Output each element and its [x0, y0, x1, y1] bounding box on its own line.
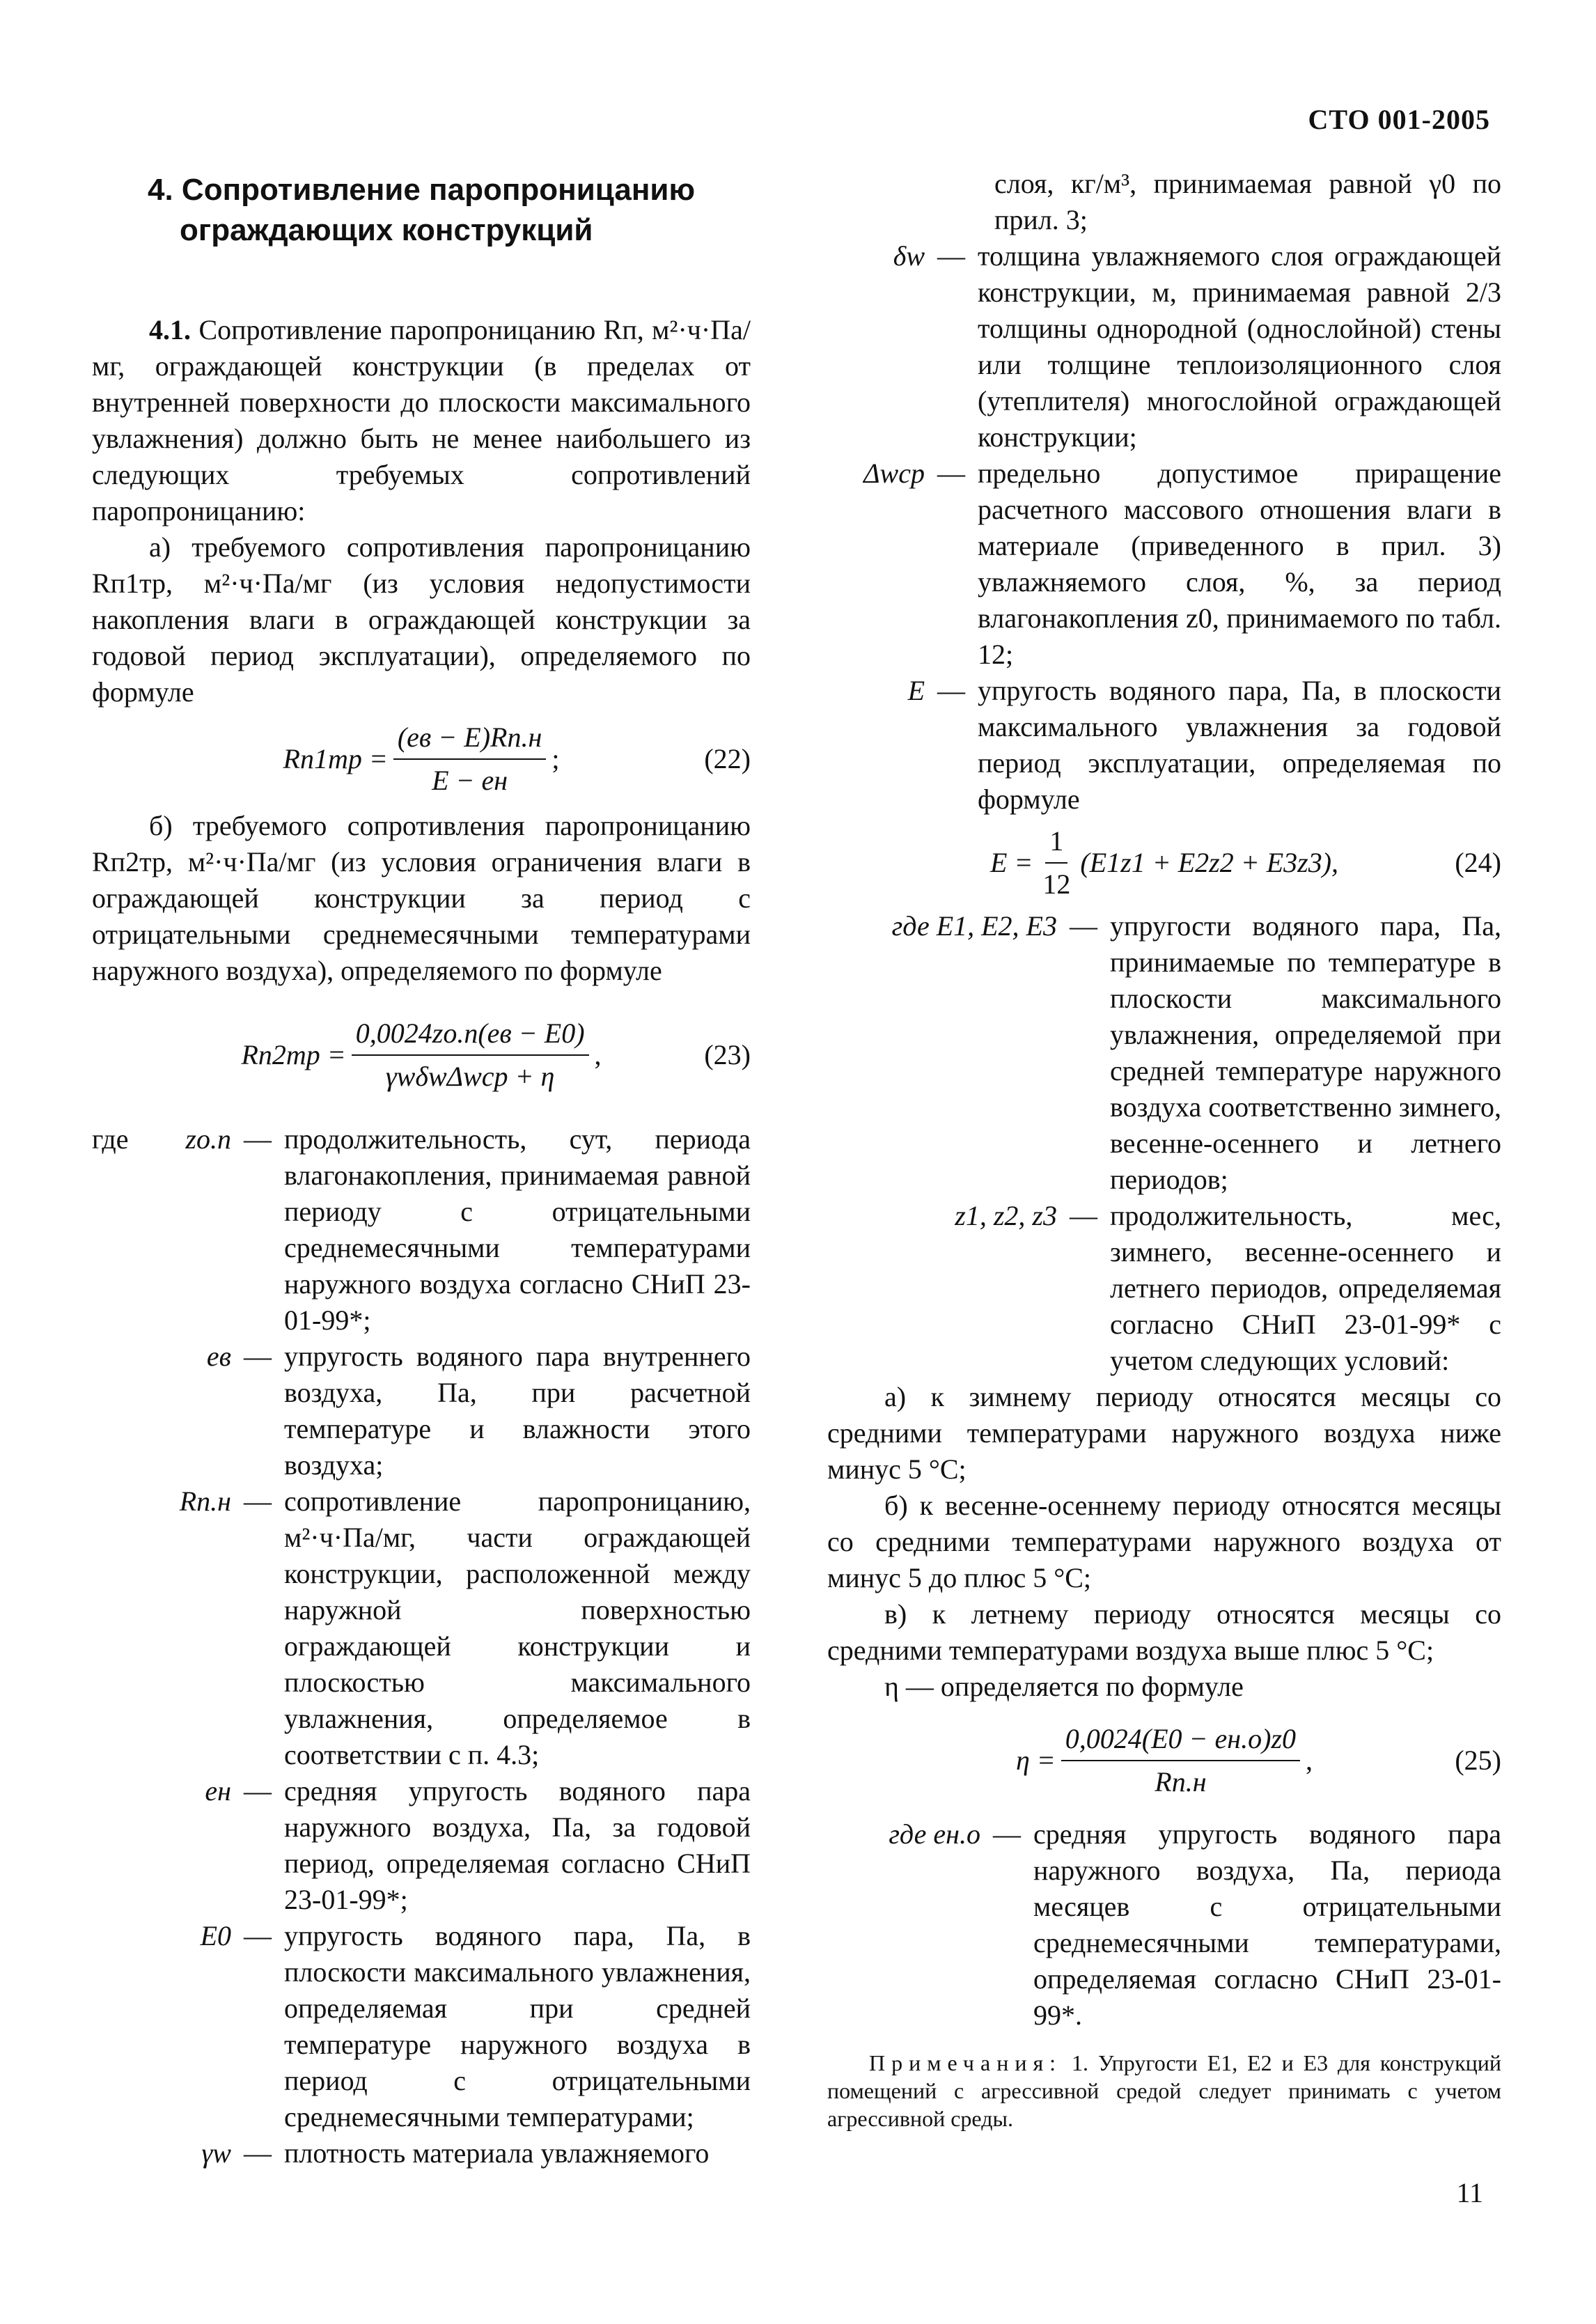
formula-25-fraction	[1061, 1721, 1300, 1800]
formula-22	[92, 710, 751, 808]
definition-dash: —	[1070, 1200, 1097, 1231]
formula-24-denominator: 12	[1042, 868, 1071, 900]
condition-b: б) к весенне-осеннему периоду относятся месяцы со средними температурами наружного воздуха от минус 5 до плюс 5 °С;	[827, 1490, 1501, 1593]
clause-text: Сопротивление паропроницанию Rп, м²·ч·Па/мг, ограждающей конструкции (в пределах от внутренней поверхности до плоскости максимального увлажнения) должно быть не менее наибольшего из следующих требуемых сопротивлений паропроницанию:	[92, 314, 751, 527]
formula-24-rhs: (E1z1 + E2z2 + E3z3),	[1080, 847, 1339, 878]
formula-25-number: (25)	[1455, 1745, 1501, 1776]
definition-symbol	[92, 1483, 231, 1773]
definition-symbol	[827, 238, 925, 455]
section-title-line1: 4. Сопротивление паропроницанию	[148, 173, 696, 207]
clause-number: 4.1.	[149, 314, 191, 345]
formula-24-number: (24)	[1455, 847, 1501, 878]
formula-25	[827, 1705, 1501, 1816]
formula-25-denominator: Rп.н	[1155, 1766, 1207, 1797]
item-b: б) требуемого сопротивления паропроницанию Rп2тр, м²·ч·Па/мг (из условия ограничения влаги в ограждающей конструкции за период с отрицательными среднемесячными температурами наружного воздуха), определяемого по формуле	[92, 810, 751, 986]
formula-23-fraction	[352, 1015, 589, 1095]
formula-25-tail: ,	[1306, 1745, 1313, 1776]
definition-symbol-text: γw	[201, 2137, 231, 2169]
formula-25-lhs: η =	[1015, 1745, 1056, 1776]
formula-24-numerator: 1	[1045, 823, 1067, 864]
left-column	[92, 166, 751, 2171]
definition-symbol-text: eн	[205, 1775, 231, 1807]
definition-dash: —	[244, 1485, 272, 1517]
definition-symbol	[92, 1339, 231, 1483]
left-definitions-list	[92, 1121, 751, 2171]
right-definitions-list-2	[827, 908, 1501, 1379]
section-title-line2: ограждающих конструкций	[180, 213, 593, 247]
definition-symbol-text: Rп.н	[179, 1485, 231, 1517]
formula-23-number: (23)	[704, 1039, 751, 1070]
definition-text: плотность материала увлажняемого	[284, 2137, 710, 2169]
formula-22-number: (22)	[704, 743, 751, 774]
definition-symbol-text: E0	[200, 1920, 231, 1951]
definition-symbol	[827, 1198, 1057, 1379]
definition-text: средняя упругость водяного пара наружного воздуха, Па, периода месяцев с отрицательными среднемесячными температурами, определяемая согласно СНиП 23-01-99*.	[1033, 1818, 1501, 2031]
formula-23-denominator: γwδwΔwср + η	[385, 1061, 555, 1092]
definition-text: предельно допустимое приращение расчетного массового отношения влаги в материале (приведенного в прил. 3) увлажняемого слоя, %, за период влагонакопления z0, принимаемого по табл. 12;	[978, 458, 1501, 670]
formula-22-lhs: Rп1тр =	[283, 743, 388, 774]
formula-23-tail: ,	[594, 1039, 602, 1070]
definition-dash: —	[244, 2137, 272, 2169]
formula-23-numerator: 0,0024zо.п(eв − E0)	[352, 1015, 589, 1056]
definition-symbol-text: z1, z2, z3	[955, 1200, 1057, 1231]
definition-dash: —	[244, 1123, 272, 1155]
section-title	[148, 170, 751, 251]
definition-symbol	[827, 455, 925, 673]
item-a: а) требуемого сопротивления паропроницанию Rп1тр, м²·ч·Па/мг (из условия недопустимости накопления влаги в ограждающей конструкции за годовой период эксплуатации), определяемого по формуле	[92, 531, 751, 708]
definition-text: упругость водяного пара, Па, в плоскости максимального увлажнения за годовой период эксплуатации, определяемая по формуле	[978, 675, 1501, 815]
note	[827, 2049, 1501, 2132]
definition-text: продолжительность, мес, зимнего, весенне-осеннего и летнего периодов, определяемая согласно СНиП 23-01-99* с учетом следующих условий:	[1110, 1200, 1501, 1376]
continued-definition: слоя, кг/м³, принимаемая равной γ0 по прил. 3;	[994, 168, 1501, 235]
definition-symbol-text: Δwср	[863, 458, 925, 489]
formula-23-lhs: Rп2тр =	[241, 1039, 346, 1070]
formula-22-numerator: (eв − E)Rп.н	[393, 719, 546, 760]
definition-text: толщина увлажняемого слоя ограждающей конструкции, м, принимаемая равной 2/3 толщины однородной (однослойной) стены или толщине теплоизоляционного слоя (утеплителя) многослойной ограждающей конструкции;	[978, 240, 1501, 453]
definition-symbol	[827, 1816, 980, 2034]
definition-text: средняя упругость водяного пара наружного воздуха, Па, за годовой период, определяемая согласно СНиП 23-01-99*;	[284, 1775, 751, 1915]
definition-text: упругости водяного пара, Па, принимаемые по температуре в плоскости максимального увлажнения, определяемой при средней температуре наружного воздуха соответственно зимнего, весенне-осеннего и летнего периодов;	[1110, 910, 1501, 1195]
definition-dash: —	[993, 1818, 1021, 1850]
definition-symbol-text: δw	[893, 240, 925, 272]
note-text: 1. Упругости E1, E2 и E3 для конструкций помещений с агрессивной средой следует принимать с учетом агрессивной среды.	[827, 2050, 1502, 2131]
formula-22-tail: ;	[551, 743, 560, 774]
definition-dash: —	[937, 458, 965, 489]
formula-24-lhs: E =	[989, 847, 1033, 878]
definition-dash: —	[937, 675, 965, 706]
definition-text: упругость водяного пара внутреннего воздуха, Па, при расчетной температуре и влажности этого воздуха;	[284, 1341, 751, 1481]
definition-dash: —	[244, 1775, 272, 1807]
definition-text: продолжительность, сут, периода влагонакопления, принимаемая равной периоду с отрицательными среднемесячными температурами наружного воздуха согласно СНиП 23-01-99*;	[284, 1123, 751, 1336]
definition-dash: —	[1070, 910, 1097, 942]
note-label: Примечания:	[869, 2050, 1063, 2075]
right-column	[827, 166, 1501, 2132]
right-definitions-list-1	[827, 238, 1501, 818]
formula-22-denominator: E − eн	[432, 765, 508, 796]
formula-24-fraction	[1038, 823, 1074, 903]
definition-symbol	[92, 1918, 231, 2135]
where-label: где	[92, 1123, 129, 1155]
formula-23	[92, 989, 751, 1121]
page-number: 11	[1456, 2177, 1483, 2208]
right-definitions-list-3	[827, 1816, 1501, 2034]
condition-a: а) к зимнему периоду относятся месяцы со средними температурами наружного воздуха ниже минус 5 °С;	[827, 1381, 1501, 1485]
document-code: СТО 001-2005	[1308, 104, 1490, 135]
definition-text: сопротивление паропроницанию, м²·ч·Па/мг, части ограждающей конструкции, расположенной между наружной поверхностью ограждающей конструкции и плоскостью максимального увлажнения, определяемое в соответствии с п. 4.3;	[284, 1485, 751, 1770]
definition-symbol-text: где E1, E2, E3	[891, 910, 1057, 942]
definition-text: упругость водяного пара, Па, в плоскости максимального увлажнения, определяемая при средней температуре наружного воздуха в период с отрицательными среднемесячными температурами;	[284, 1920, 751, 2132]
definition-symbol-text: eв	[206, 1341, 231, 1372]
formula-24	[827, 818, 1501, 908]
eta-intro: η — определяется по формуле	[884, 1671, 1244, 1702]
definition-symbol	[92, 2135, 231, 2171]
definition-dash: —	[937, 240, 965, 272]
definition-symbol	[827, 908, 1057, 1198]
paragraph-4-1	[92, 312, 751, 529]
definition-symbol	[92, 1773, 231, 1918]
formula-22-fraction	[393, 719, 546, 799]
formula-25-numerator: 0,0024(E0 − eн.о)z0	[1061, 1721, 1300, 1761]
definition-symbol-text: E	[907, 675, 925, 706]
definition-symbol-text: где eн.о	[889, 1818, 980, 1850]
definition-dash: —	[244, 1920, 272, 1951]
definition-symbol	[92, 1121, 231, 1339]
definition-dash: —	[244, 1341, 272, 1372]
condition-c: в) к летнему периоду относятся месяцы со средними температурами воздуха выше плюс 5 °С;	[827, 1598, 1501, 1666]
definition-symbol	[827, 673, 925, 818]
definition-symbol-text: zо.п	[185, 1123, 231, 1155]
